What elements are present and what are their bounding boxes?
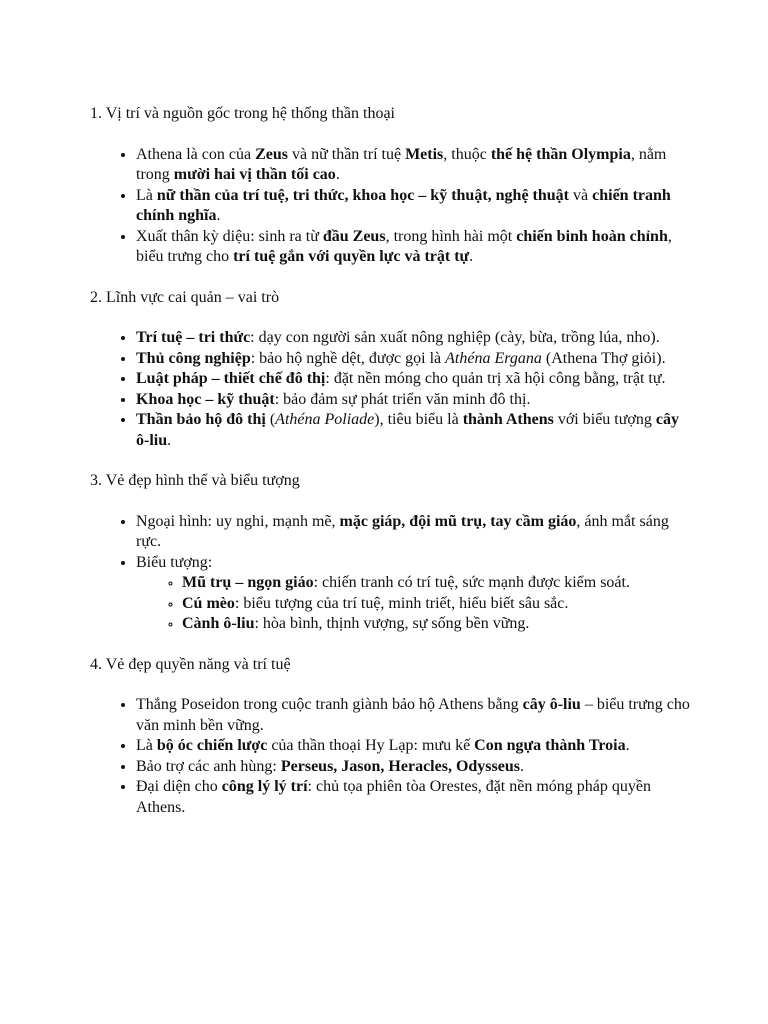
- text-run: (: [265, 411, 276, 428]
- section-1: [90, 104, 690, 268]
- bold-text: Cành ô-liu: [182, 615, 255, 632]
- bold-text: Zeus: [255, 145, 288, 163]
- bold-text: đầu Zeus: [322, 227, 386, 245]
- text-run: : biểu tượng của trí tuệ, minh triết, hiểu biết sâu sắc.: [234, 594, 569, 612]
- bold-text: cây ô-liu: [136, 411, 679, 449]
- text-run: : chủ tọa phiên tòa Orestes, đặt nền móng pháp quyền Athens.: [136, 778, 651, 816]
- sub-list-item: [182, 614, 690, 635]
- section-heading: 3. Vẻ đẹp hình thể và biểu tượng: [90, 472, 300, 489]
- bold-text: nữ thần của trí tuệ, tri thức, khoa học – kỹ thuật, nghệ thuật: [156, 186, 570, 204]
- bold-text: Mũ trụ – ngọn giáo: [182, 574, 314, 591]
- text-run: : chiến tranh có trí tuệ, sức mạnh được kiểm soát.: [313, 574, 630, 591]
- text-run: Athena là con của: [136, 145, 256, 163]
- text-run: : hòa bình, thịnh vượng, sự sống bền vững.: [254, 615, 530, 632]
- text-run: Biểu tượng:: [136, 553, 213, 571]
- text-run: Ngoại hình: uy nghi, mạnh mẽ,: [136, 512, 340, 530]
- bold-text: chiến tranh chính nghĩa: [136, 186, 671, 224]
- bold-text: Thủ công nghiệp: [136, 349, 251, 367]
- text-run: và nữ thần trí tuệ: [287, 145, 406, 163]
- sub-list-item: [182, 594, 690, 615]
- section-3: [90, 471, 690, 635]
- text-run: và: [569, 186, 593, 204]
- section-heading: 2. Lĩnh vực cai quản – vai trò: [90, 288, 280, 306]
- list-item: [136, 777, 690, 818]
- list-item: [136, 349, 690, 370]
- text-run: : đặt nền móng cho quản trị xã hội công bằng, trật tự.: [325, 370, 666, 387]
- text-run: : bảo đảm sự phát triển văn minh đô thị.: [274, 390, 531, 408]
- text-run: , thuộc: [443, 145, 491, 163]
- text-run: .: [335, 166, 340, 183]
- bold-text: bộ óc chiến lược: [156, 737, 268, 754]
- text-run: : bảo hộ nghề dệt, được gọi là: [250, 349, 446, 367]
- list-item: [136, 227, 690, 268]
- bold-text: mặc giáp, đội mũ trụ, tay cầm giáo: [339, 512, 577, 530]
- bullet-list: [90, 145, 690, 268]
- text-run: , ánh mắt sáng rực.: [136, 512, 669, 550]
- text-run: : dạy con người sản xuất nông nghiệp (cày, bừa, trồng lúa, nho).: [250, 329, 660, 346]
- list-item: [136, 410, 690, 451]
- list-item: [136, 512, 690, 553]
- list-item: [136, 390, 690, 411]
- text-run: , nằm trong: [136, 145, 667, 183]
- text-run: Là: [136, 737, 157, 754]
- text-run: Bảo trợ các anh hùng:: [136, 757, 281, 775]
- bold-text: Metis: [405, 145, 444, 163]
- text-run: với biểu tượng: [553, 411, 656, 428]
- bold-text: Luật pháp – thiết chế đô thị: [136, 370, 326, 387]
- list-item: [136, 186, 690, 227]
- text-run: .: [519, 757, 524, 775]
- bold-text: trí tuệ gắn với quyền lực và trật tự: [233, 248, 470, 265]
- bold-text: Cú mèo: [182, 594, 235, 612]
- section-heading: 4. Vẻ đẹp quyền năng và trí tuệ: [90, 655, 291, 673]
- bullet-list: [90, 512, 690, 635]
- bold-text: công lý lý trí: [221, 778, 308, 795]
- italic-text: Athéna Ergana: [445, 349, 542, 367]
- bold-text: cây ô-liu: [522, 696, 581, 713]
- text-run: Là: [136, 186, 157, 204]
- section-2: [90, 288, 690, 452]
- bold-text: Con ngựa thành Troia: [474, 737, 626, 754]
- text-run: ), tiêu biểu là: [374, 411, 463, 428]
- text-run: của thần thoại Hy Lạp: mưu kế: [267, 737, 475, 754]
- list-item: [136, 328, 690, 349]
- text-run: .: [167, 431, 172, 449]
- bold-text: Khoa học – kỹ thuật: [136, 390, 275, 408]
- bold-text: Perseus, Jason, Heracles, Odysseus: [280, 757, 520, 775]
- text-run: , biểu trưng cho: [136, 227, 672, 265]
- list-item: [136, 553, 690, 635]
- section-heading: 1. Vị trí và nguồn gốc trong hệ thống thần thoại: [90, 105, 395, 122]
- text-run: .: [216, 207, 221, 224]
- list-item: [136, 757, 690, 778]
- text-run: Xuất thân kỳ diệu: sinh ra từ: [136, 227, 323, 245]
- list-item: [136, 736, 690, 757]
- text-run: Đại diện cho: [136, 778, 222, 795]
- text-run: Thắng Poseidon trong cuộc tranh giành bảo hộ Athens bằng: [136, 696, 523, 713]
- text-run: (Athena Thợ giỏi).: [541, 349, 666, 367]
- italic-text: Athéna Poliade: [275, 411, 375, 428]
- list-item: [136, 145, 690, 186]
- bold-text: Thần bảo hộ đô thị: [136, 411, 266, 428]
- bullet-list: [90, 328, 690, 451]
- bold-text: Trí tuệ – tri thức: [136, 329, 251, 346]
- sub-bullet-list: [136, 573, 690, 635]
- bold-text: mười hai vị thần tối cao: [173, 166, 336, 183]
- bullet-list: [90, 695, 690, 818]
- list-item: [136, 369, 690, 390]
- text-run: .: [469, 248, 474, 265]
- document-body: [90, 104, 690, 818]
- text-run: , trong hình hài một: [385, 227, 517, 245]
- sub-list-item: [182, 573, 690, 594]
- list-item: [136, 695, 690, 736]
- bold-text: chiến binh hoàn chỉnh: [516, 227, 668, 245]
- bold-text: thành Athens: [462, 411, 554, 428]
- text-run: .: [625, 737, 630, 754]
- bold-text: thế hệ thần Olympia: [490, 145, 631, 163]
- section-4: [90, 655, 690, 819]
- text-run: – biểu trưng cho văn minh bền vững.: [136, 696, 690, 734]
